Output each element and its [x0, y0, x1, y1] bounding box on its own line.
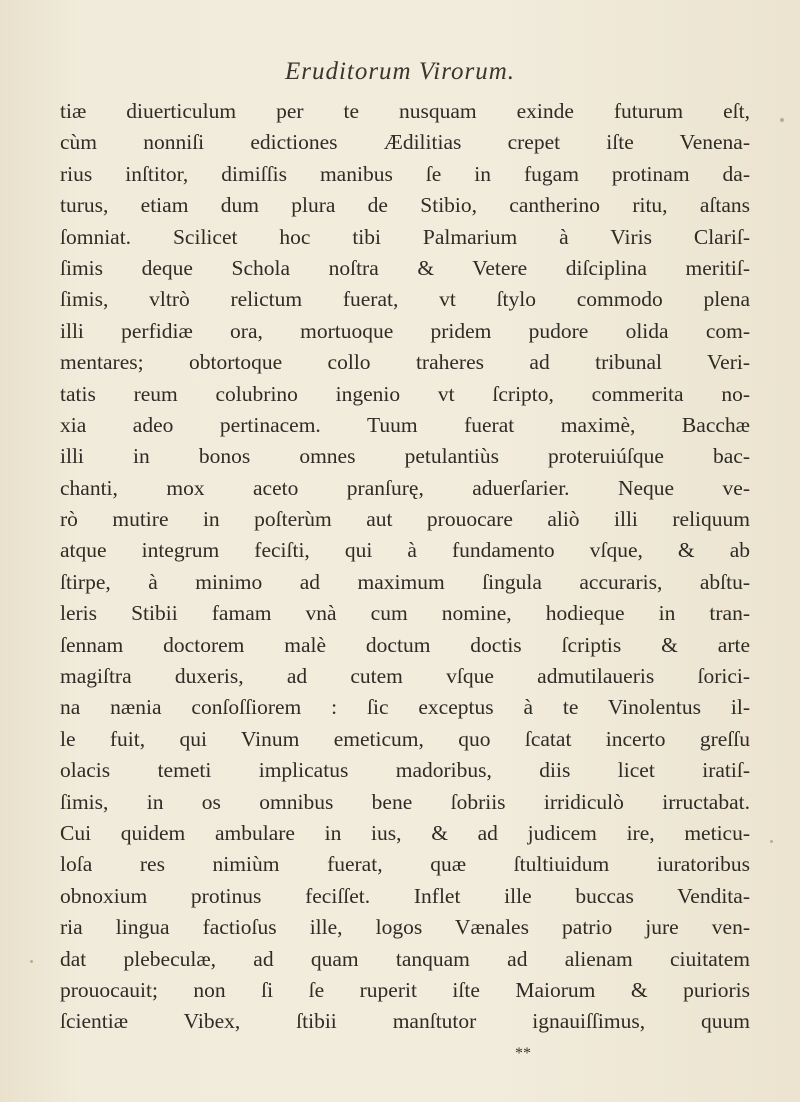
text-line: Cui quidem ambulare in ius, & ad judicem ire, meticu- [60, 820, 750, 845]
running-head: Eruditorum Virorum. [284, 58, 516, 85]
text-line: illi perfidiæ ora, mortuoque pridem pudore olida com- [60, 318, 750, 343]
text-line: rò mutire in poſterùm aut prouocare aliò illi reliquum [60, 507, 750, 532]
paper-speck [780, 118, 784, 122]
catchword: ** [515, 1045, 531, 1062]
text-line: magiſtra duxeris, ad cutem vſque admutilaueris ſorici- [60, 664, 750, 689]
text-line: ria lingua factioſus ille, logos Vænales patrio jure ven- [60, 915, 750, 940]
text-line: ſimis, vltrò relictum fuerat, vt ſtylo commodo plena [60, 287, 750, 312]
text-line: cùm nonniſi edictiones Ædilitias crepet iſte Venena- [60, 130, 750, 155]
text-line: ſimis deque Schola noſtra & Vetere diſciplina meritiſ- [60, 255, 750, 280]
text-line: dat plebeculæ, ad quam tanquam ad alienam ciuitatem [60, 946, 750, 971]
text-line: ſimis, in os omnibus bene ſobriis irridiculò irructabat. [60, 789, 750, 814]
text-line: ſennam doctorem malè doctum doctis ſcriptis & arte [60, 632, 750, 657]
text-line: ſcientiæ Vibex, ſtibii manſtutor ignauiſſimus, quum [60, 1009, 750, 1034]
text-line: le fuit, qui Vinum emeticum, quo ſcatat incerto greſſu [60, 726, 750, 751]
text-line: rius inſtitor, dimiſſis manibus ſe in fugam protinam da- [60, 161, 750, 186]
body-text [60, 96, 750, 1038]
text-line: xia adeo pertinacem. Tuum fuerat maximè, Bacchæ [60, 412, 750, 437]
paper-speck [770, 840, 773, 843]
paper-speck [30, 960, 33, 963]
text-line: ſtirpe, à minimo ad maximum ſingula accuraris, abſtu- [60, 569, 750, 594]
text-line: turus, etiam dum plura de Stibio, cantherino ritu, aſtans [60, 193, 750, 218]
text-line: leris Stibii famam vnà cum nomine, hodieque in tran- [60, 601, 750, 626]
text-line: tiæ diuerticulum per te nusquam exinde futurum eſt, [60, 99, 750, 123]
text-line: obnoxium protinus feciſſet. Inflet ille buccas Vendita- [60, 883, 750, 908]
text-line: olacis temeti implicatus madoribus, diis licet iratiſ- [60, 758, 750, 783]
text-line: prouocauit; non ſi ſe ruperit iſte Maiorum & purioris [60, 977, 750, 1002]
text-line: ſomniat. Scilicet hoc tibi Palmarium à Viris Clariſ- [60, 224, 750, 249]
text-line: illi in bonos omnes petulantiùs proteruiúſque bac- [60, 444, 750, 469]
text-line: tatis reum colubrino ingenio vt ſcripto, commerita no- [60, 381, 750, 406]
text-line: na nænia conſoſſiorem : ſic exceptus à te Vinolentus il- [60, 695, 750, 720]
text-line: mentares; obtortoque collo traheres ad tribunal Veri- [60, 350, 750, 375]
text-line: atque integrum feciſti, qui à fundamento vſque, & ab [60, 538, 750, 563]
text-line: loſa res nimiùm fuerat, quæ ſtultiuidum iuratoribus [60, 852, 750, 877]
text-line: chanti, mox aceto pranſurę, aduerſarier. Neque ve- [60, 475, 750, 500]
